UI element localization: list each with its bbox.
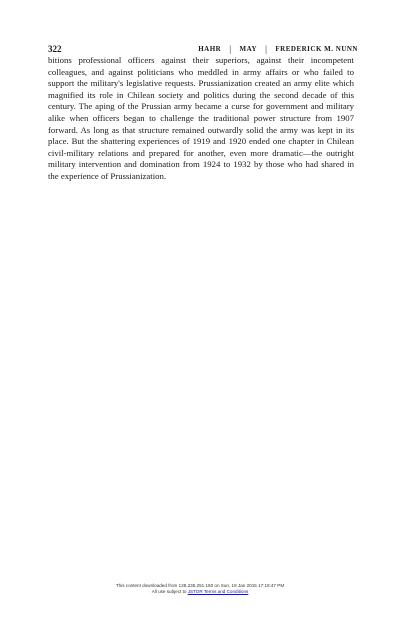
body-paragraph: bitions professional officers against their superiors, against their incompetent colleagues, and against politicians who meddled in army affairs or who failed to support the military's legislative requests. Prussianization created an army elite which magnified its role in Chilean society and politics during the second decade of this century. The aping of the Prussian army became a curse for government and military alike when officers began to challenge the traditional power structure from 1907 forward. As long as that structure remained outwardly solid the army was kept in its place. But the shattering experiences of 1919 and 1920 ended one chapter in Chilean civil-military relations and prepared for another, even more dramatic—the outright military intervention and domination from 1924 to 1932 by those who had shared in the experience of Prussianization. — [48, 55, 354, 181]
issue-month: MAY — [239, 45, 258, 53]
article-body — [48, 55, 354, 183]
download-notice: This content downloaded from 128.235.251.160 on Sun, 18 Jan 2015 17:18:47 PM — [115, 583, 285, 588]
terms-link[interactable]: JSTOR Terms and Conditions — [187, 589, 249, 594]
separator-2: | — [265, 44, 268, 54]
running-header — [48, 43, 358, 55]
terms-prefix: All use subject to — [151, 589, 188, 594]
download-footer — [0, 583, 400, 595]
running-head — [198, 43, 358, 55]
terms-line — [0, 589, 400, 595]
journal-abbrev: HAHR — [198, 45, 222, 53]
separator-1: | — [229, 44, 232, 54]
author-name: FREDERICK M. NUNN — [275, 45, 358, 53]
page-number: 322 — [48, 44, 62, 54]
